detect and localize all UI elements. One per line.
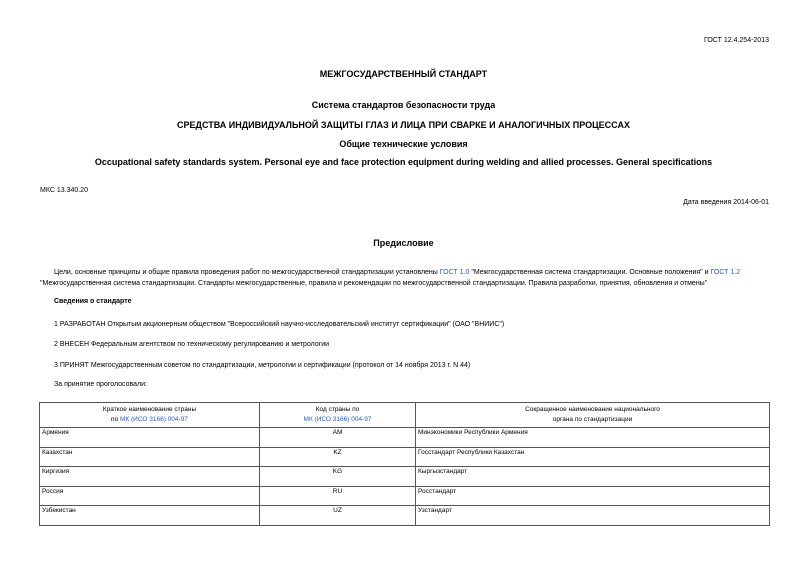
title-ru: СРЕДСТВА ИНДИВИДУАЛЬНОЙ ЗАЩИТЫ ГЛАЗ И ЛИЦА ПРИ СВАРКЕ И АНАЛОГИЧНЫХ ПРОЦЕССАХ xyxy=(177,120,630,130)
cell-country: Армения xyxy=(40,428,260,448)
subtitle-ru: Общие технические условия xyxy=(339,139,468,149)
gost-1-0-link[interactable]: ГОСТ 1.0 xyxy=(439,269,470,276)
cell-country: Россия xyxy=(40,486,260,506)
col-header-body xyxy=(416,403,770,428)
voted-label: За принятие проголосовали: xyxy=(54,381,147,388)
standard-type-heading: МЕЖГОСУДАРСТВЕННЫЙ СТАНДАРТ xyxy=(319,69,488,79)
table-header-row xyxy=(40,403,770,428)
col-header-code-line2 xyxy=(262,415,413,425)
cell-body: Узстандарт xyxy=(416,506,770,526)
table-row xyxy=(40,486,770,506)
cell-country: Казахстан xyxy=(40,447,260,467)
table-row xyxy=(40,447,770,467)
table-row xyxy=(40,428,770,448)
preface-heading: Предисловие xyxy=(373,238,434,248)
table-row xyxy=(40,467,770,487)
info-item-introduced: 2 ВНЕСЕН Федеральным агентством по техническому регулированию и метрологии xyxy=(54,341,330,348)
cell-body: Госстандарт Республики Казахстан xyxy=(416,447,770,467)
preface-text-b: "Межгосударственная система стандартизации. Основные положения" и xyxy=(469,269,711,276)
col-header-code xyxy=(260,403,416,428)
info-item-adopted: 3 ПРИНЯТ Межгосударственным советом по стандартизации, метрологии и сертификации (протокол от 14 ноября 2013 г. N 44) xyxy=(54,362,471,369)
cell-body: Кыргызстандарт xyxy=(416,467,770,487)
table-row xyxy=(40,506,770,526)
standard-info-heading: Сведения о стандарте xyxy=(54,298,132,305)
document-code: ГОСТ 12.4.254-2013 xyxy=(703,37,769,44)
cell-code: UZ xyxy=(260,506,416,526)
preface-paragraph xyxy=(40,267,770,289)
cell-country: Киргизия xyxy=(40,467,260,487)
preface-text-c: "Межгосударственная система стандартизации. Стандарты межгосударственные, правила и рекомендации по межгосударственной стандартизации. Правила разработки, принятия, обновления и отмены" xyxy=(40,280,708,287)
gost-1-2-link[interactable]: ГОСТ 1.2 xyxy=(710,269,741,276)
info-item-developed: 1 РАЗРАБОТАН Открытым акционерным обществом "Всероссийский научно-исследовательский институт сертификации" (ОАО "ВНИИС") xyxy=(54,321,505,328)
mk-iso-link-code[interactable]: МК (ИСО 3166) 004-97 xyxy=(303,416,372,423)
col-header-code-line1: Код страны по xyxy=(315,406,360,413)
preface-text-a: Цели, основные принципы и общие правила проведения работ по межгосударственной стандартизации установлены xyxy=(54,269,440,276)
countries-table xyxy=(39,402,770,526)
cell-body: Минэкономики Республики Армения xyxy=(416,428,770,448)
col-header-country xyxy=(40,403,260,428)
cell-code: AM xyxy=(260,428,416,448)
col-header-country-prefix: по xyxy=(111,416,120,423)
effective-date: Дата введения 2014-06-01 xyxy=(683,199,769,206)
col-header-body-line1: Сокращенное наименование национального xyxy=(525,406,660,413)
system-heading: Система стандартов безопасности труда xyxy=(311,100,496,110)
col-header-country-line2 xyxy=(42,415,257,425)
title-en: Occupational safety standards system. Personal eye and face protection equipment during welding and allied processes. General specifications xyxy=(94,157,713,167)
cell-body: Росстандарт xyxy=(416,486,770,506)
cell-country: Узбекистан xyxy=(40,506,260,526)
cell-code: KG xyxy=(260,467,416,487)
col-header-country-line1: Краткое наименование страны xyxy=(102,406,197,413)
col-header-body-line2: органа по стандартизации xyxy=(552,416,633,423)
cell-code: KZ xyxy=(260,447,416,467)
cell-code: RU xyxy=(260,486,416,506)
mk-iso-link-country[interactable]: МК (ИСО 3166) 004-97 xyxy=(120,416,188,423)
mks-code: МКС 13.340.20 xyxy=(40,187,88,194)
